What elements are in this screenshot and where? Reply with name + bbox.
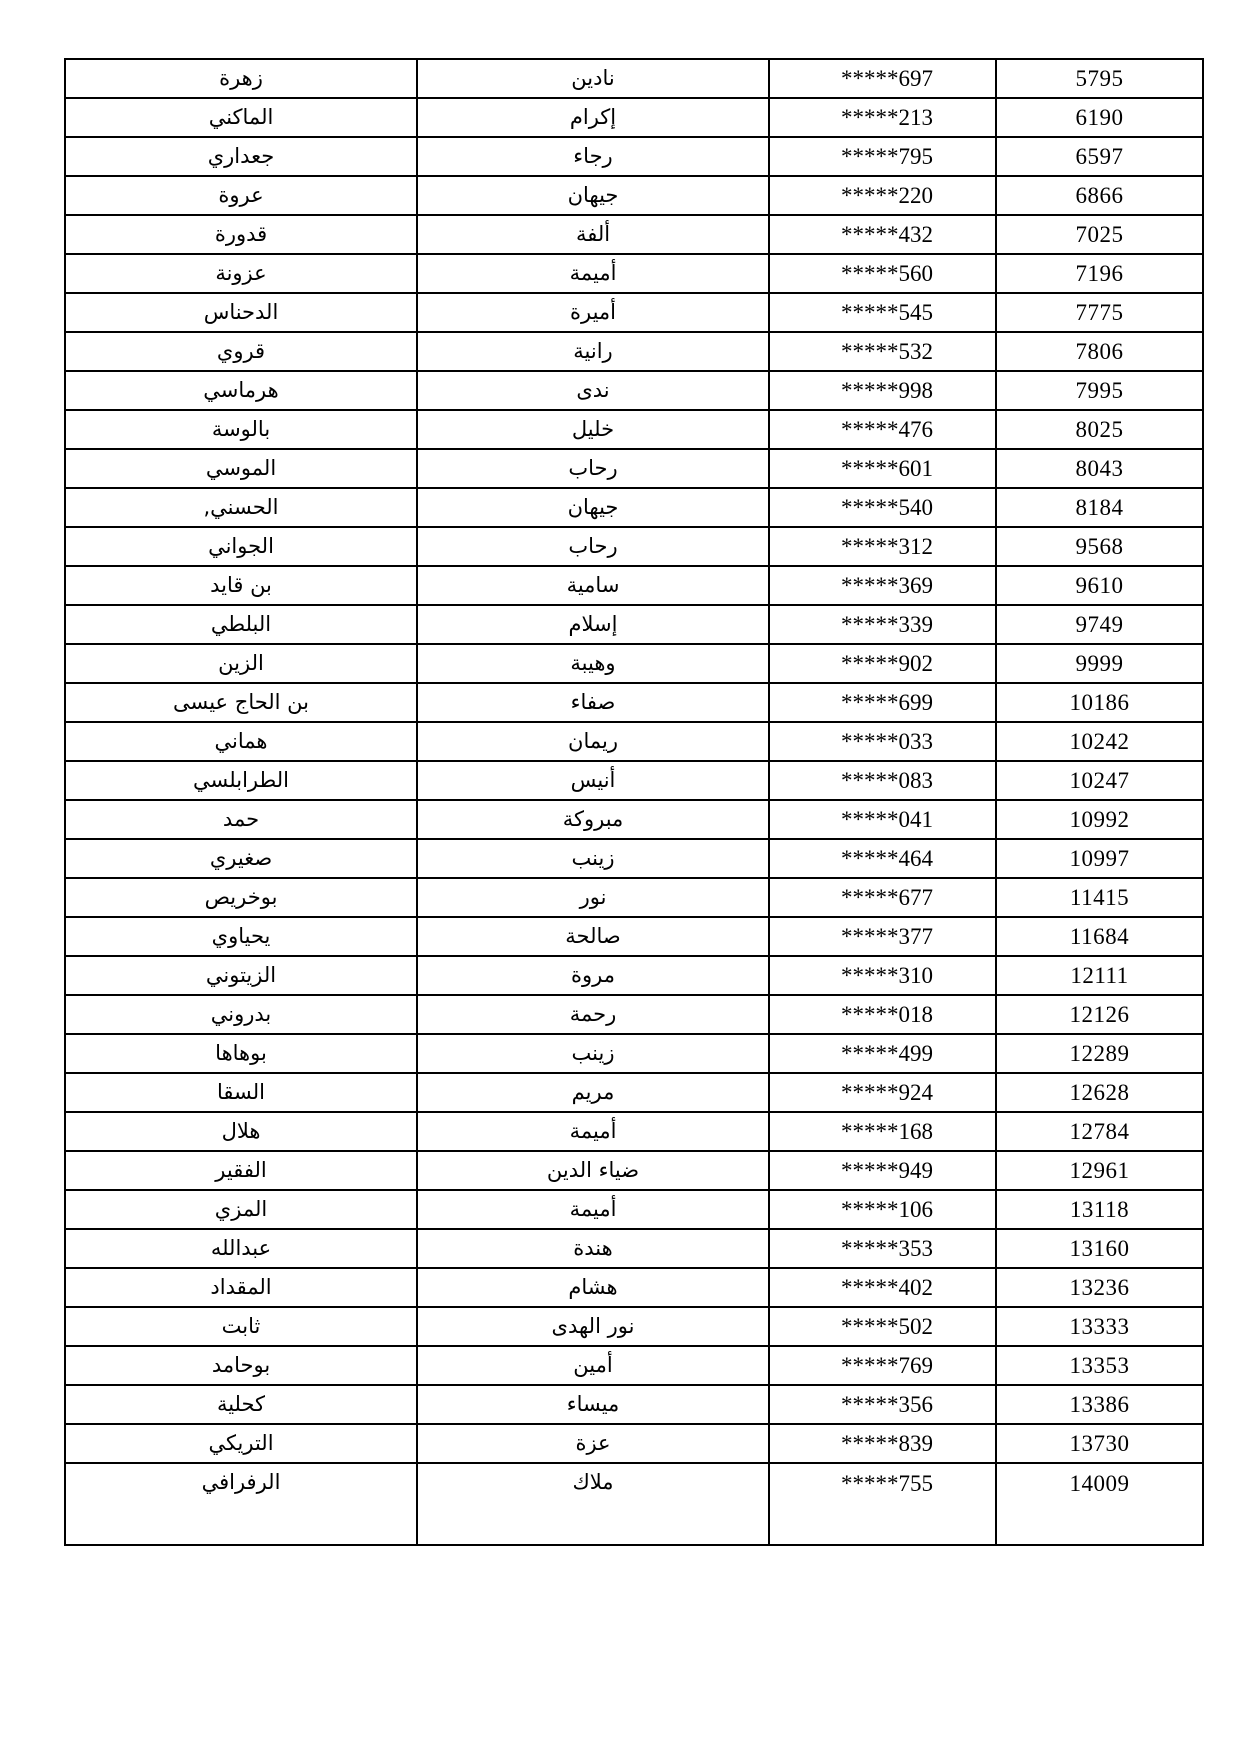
first-name-cell: أمين [417,1346,769,1385]
last-name-cell: بدروني [65,995,417,1034]
first-name-cell: جيهان [417,176,769,215]
table-row [65,956,1203,995]
table-row [65,566,1203,605]
first-name-cell: ميساء [417,1385,769,1424]
masked-id-cell: *****353 [769,1229,996,1268]
masked-id-cell: *****432 [769,215,996,254]
masked-id-cell: *****041 [769,800,996,839]
first-name-cell: وهيبة [417,644,769,683]
table-row [65,1190,1203,1229]
table-row [65,644,1203,683]
number-cell: 12961 [996,1151,1203,1190]
number-cell: 10242 [996,722,1203,761]
last-name-cell: الجواني [65,527,417,566]
last-name-cell: الماكني [65,98,417,137]
last-name-cell: زهرة [65,59,417,98]
table-row [65,761,1203,800]
first-name-cell: أميمة [417,254,769,293]
table-row [65,1151,1203,1190]
first-name-cell: مريم [417,1073,769,1112]
last-name-cell: بن قايد [65,566,417,605]
first-name-cell: رحاب [417,449,769,488]
masked-id-cell: *****545 [769,293,996,332]
last-name-cell: الرفرافي [65,1463,417,1545]
table-row [65,800,1203,839]
masked-id-cell: *****312 [769,527,996,566]
masked-id-cell: *****769 [769,1346,996,1385]
number-cell: 7995 [996,371,1203,410]
masked-id-cell: *****540 [769,488,996,527]
first-name-cell: رجاء [417,137,769,176]
table-row [65,605,1203,644]
first-name-cell: زينب [417,1034,769,1073]
table-row [65,449,1203,488]
number-cell: 13160 [996,1229,1203,1268]
table-row [65,371,1203,410]
number-cell: 9568 [996,527,1203,566]
last-name-cell: المقداد [65,1268,417,1307]
table-row [65,917,1203,956]
table-row [65,488,1203,527]
number-cell: 12126 [996,995,1203,1034]
number-cell: 5795 [996,59,1203,98]
last-name-cell: الطرابلسي [65,761,417,800]
last-name-cell: عبدالله [65,1229,417,1268]
table-row [65,995,1203,1034]
last-name-cell: جعداري [65,137,417,176]
masked-id-cell: *****106 [769,1190,996,1229]
first-name-cell: رحاب [417,527,769,566]
first-name-cell: أميرة [417,293,769,332]
masked-id-cell: *****902 [769,644,996,683]
masked-id-cell: *****369 [769,566,996,605]
last-name-cell: التريكي [65,1424,417,1463]
last-name-cell: قدورة [65,215,417,254]
table-row [65,59,1203,98]
number-cell: 12628 [996,1073,1203,1112]
last-name-cell: بوخريص [65,878,417,917]
first-name-cell: رحمة [417,995,769,1034]
number-cell: 13386 [996,1385,1203,1424]
last-name-cell: عروة [65,176,417,215]
number-cell: 8043 [996,449,1203,488]
last-name-cell: الزين [65,644,417,683]
masked-id-cell: *****464 [769,839,996,878]
masked-id-cell: *****476 [769,410,996,449]
number-cell: 10997 [996,839,1203,878]
first-name-cell: عزة [417,1424,769,1463]
first-name-cell: مروة [417,956,769,995]
masked-id-cell: *****560 [769,254,996,293]
number-cell: 14009 [996,1463,1203,1545]
first-name-cell: ندى [417,371,769,410]
masked-id-cell: *****033 [769,722,996,761]
first-name-cell: رانية [417,332,769,371]
number-cell: 6597 [996,137,1203,176]
last-name-cell: بالوسة [65,410,417,449]
table-row [65,1346,1203,1385]
last-name-cell: صغيري [65,839,417,878]
number-cell: 8184 [996,488,1203,527]
masked-id-cell: *****601 [769,449,996,488]
table-row [65,1073,1203,1112]
last-name-cell: الدحناس [65,293,417,332]
first-name-cell: أنيس [417,761,769,800]
first-name-cell: خليل [417,410,769,449]
masked-id-cell: *****949 [769,1151,996,1190]
last-name-cell: قروي [65,332,417,371]
last-name-cell: البلطي [65,605,417,644]
masked-id-cell: *****220 [769,176,996,215]
number-cell: 9749 [996,605,1203,644]
table-row [65,839,1203,878]
number-cell: 7025 [996,215,1203,254]
first-name-cell: صالحة [417,917,769,956]
first-name-cell: ريمان [417,722,769,761]
masked-id-cell: *****356 [769,1385,996,1424]
table-row [65,1307,1203,1346]
last-name-cell: بوهاها [65,1034,417,1073]
masked-id-cell: *****839 [769,1424,996,1463]
masked-id-cell: *****795 [769,137,996,176]
roster-table [64,58,1204,1546]
table-row [65,1112,1203,1151]
masked-id-cell: *****677 [769,878,996,917]
number-cell: 12289 [996,1034,1203,1073]
last-name-cell: الموسي [65,449,417,488]
number-cell: 6866 [996,176,1203,215]
first-name-cell: نور الهدى [417,1307,769,1346]
first-name-cell: أميمة [417,1190,769,1229]
masked-id-cell: *****998 [769,371,996,410]
masked-id-cell: *****377 [769,917,996,956]
first-name-cell: ملاك [417,1463,769,1545]
table-row [65,1463,1203,1545]
masked-id-cell: *****402 [769,1268,996,1307]
number-cell: 12784 [996,1112,1203,1151]
masked-id-cell: *****502 [769,1307,996,1346]
table-row [65,332,1203,371]
number-cell: 7775 [996,293,1203,332]
last-name-cell: ثابت [65,1307,417,1346]
table-row [65,254,1203,293]
table-row [65,527,1203,566]
number-cell: 13333 [996,1307,1203,1346]
masked-id-cell: *****083 [769,761,996,800]
number-cell: 11684 [996,917,1203,956]
last-name-cell: يحياوي [65,917,417,956]
masked-id-cell: *****697 [769,59,996,98]
last-name-cell: بن الحاج عيسى [65,683,417,722]
table-row [65,176,1203,215]
masked-id-cell: *****213 [769,98,996,137]
masked-id-cell: *****924 [769,1073,996,1112]
number-cell: 11415 [996,878,1203,917]
number-cell: 7196 [996,254,1203,293]
first-name-cell: جيهان [417,488,769,527]
masked-id-cell: *****339 [769,605,996,644]
table-row [65,1034,1203,1073]
masked-id-cell: *****018 [769,995,996,1034]
roster-body [65,59,1203,1545]
last-name-cell: السقا [65,1073,417,1112]
table-row [65,410,1203,449]
first-name-cell: ألفة [417,215,769,254]
table-row [65,293,1203,332]
last-name-cell: كحلية [65,1385,417,1424]
first-name-cell: نور [417,878,769,917]
first-name-cell: مبروكة [417,800,769,839]
first-name-cell: صفاء [417,683,769,722]
masked-id-cell: *****532 [769,332,996,371]
number-cell: 13236 [996,1268,1203,1307]
table-row [65,137,1203,176]
number-cell: 10247 [996,761,1203,800]
table-row [65,1385,1203,1424]
number-cell: 7806 [996,332,1203,371]
number-cell: 12111 [996,956,1203,995]
last-name-cell: هلال [65,1112,417,1151]
masked-id-cell: *****699 [769,683,996,722]
number-cell: 13730 [996,1424,1203,1463]
table-row [65,1268,1203,1307]
last-name-cell: الفقير [65,1151,417,1190]
first-name-cell: هشام [417,1268,769,1307]
table-row [65,1424,1203,1463]
last-name-cell: المزي [65,1190,417,1229]
last-name-cell: بوحامد [65,1346,417,1385]
first-name-cell: إكرام [417,98,769,137]
number-cell: 10186 [996,683,1203,722]
last-name-cell: هرماسي [65,371,417,410]
last-name-cell: حمد [65,800,417,839]
number-cell: 9610 [996,566,1203,605]
table-row [65,683,1203,722]
number-cell: 9999 [996,644,1203,683]
table-row [65,878,1203,917]
number-cell: 13118 [996,1190,1203,1229]
masked-id-cell: *****168 [769,1112,996,1151]
table-row [65,215,1203,254]
first-name-cell: ضياء الدين [417,1151,769,1190]
last-name-cell: هماني [65,722,417,761]
first-name-cell: نادين [417,59,769,98]
number-cell: 8025 [996,410,1203,449]
masked-id-cell: *****310 [769,956,996,995]
masked-id-cell: *****499 [769,1034,996,1073]
number-cell: 13353 [996,1346,1203,1385]
table-row [65,722,1203,761]
first-name-cell: سامية [417,566,769,605]
masked-id-cell: *****755 [769,1463,996,1545]
number-cell: 6190 [996,98,1203,137]
last-name-cell: الحسني, [65,488,417,527]
first-name-cell: هندة [417,1229,769,1268]
first-name-cell: إسلام [417,605,769,644]
first-name-cell: أميمة [417,1112,769,1151]
table-row [65,98,1203,137]
table-row [65,1229,1203,1268]
first-name-cell: زينب [417,839,769,878]
last-name-cell: الزيتوني [65,956,417,995]
last-name-cell: عزونة [65,254,417,293]
number-cell: 10992 [996,800,1203,839]
